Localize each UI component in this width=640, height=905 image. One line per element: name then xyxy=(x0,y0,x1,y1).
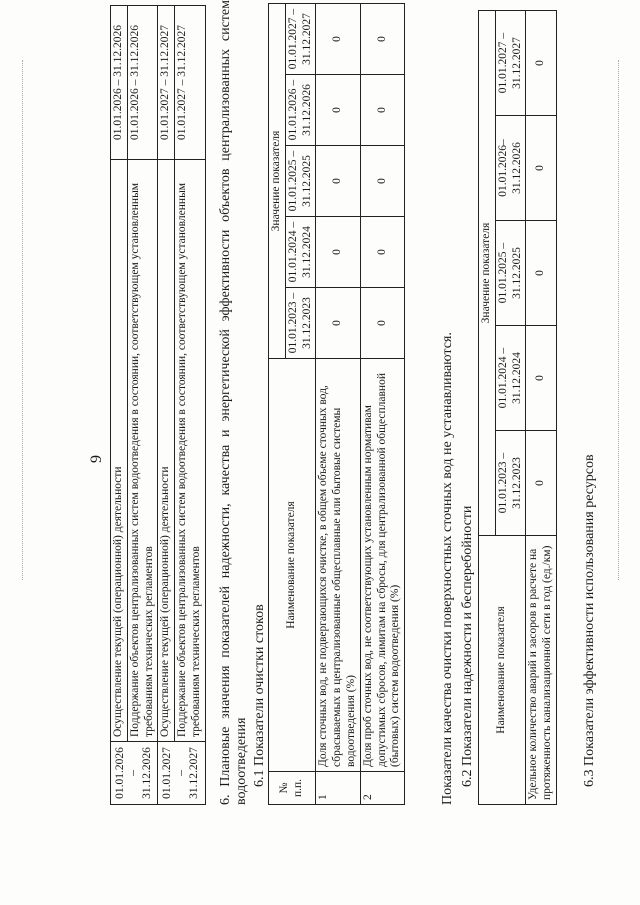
indicator-name: Доля проб сточных вод, не соответствующих установленным нормативам допустимых сбросов, лимитам на сбросы, для централизованной общесплавной (бытовых) систем водоотведения (%) xyxy=(360,359,404,772)
indicator-name: Доля сточных вод, не подвергающихся очистке, в общем объеме сточных вод, сбрасываемых в централизованные общесплавные или бытовые системы водоотведения (%) xyxy=(316,359,360,772)
col-name: Наименование показателя xyxy=(269,359,316,772)
period-header: 01.01.2025 – 31.12.2025 xyxy=(495,221,526,326)
value-cell: 0 xyxy=(360,217,404,288)
table-row xyxy=(127,6,158,805)
period-header: 01.01.2024 – 31.12.2024 xyxy=(285,217,316,288)
section-6-2-heading: 6.2 Показатели надежности и бесперебойности xyxy=(460,505,475,787)
period-header: 01.01.2026– 31.12.2026 xyxy=(495,116,526,221)
plan-continuation-table xyxy=(110,5,206,805)
value-cell: 0 xyxy=(360,288,404,359)
table-row xyxy=(158,6,175,805)
value-cell: 0 xyxy=(526,116,557,221)
table-row xyxy=(175,6,206,805)
period-header: 01.01.2026 – 31.12.2026 xyxy=(285,75,316,146)
section-6-heading: 6. Плановые значения показателей надежности, качества и энергетической эффективности объектов централизованных систем водоотведения xyxy=(218,0,249,805)
date-cell: 01.01.2027 – 31.12.2027 xyxy=(175,6,206,160)
section-6-3-heading: 6.3 Показатели эффективности использования ресурсов xyxy=(582,454,597,787)
value-cell: 0 xyxy=(360,75,404,146)
indicator-name: Удельное количество аварий и засоров в расчете на протяженность канализационной сети в год (ед./км) xyxy=(526,536,557,805)
period-header: 01.01.2025 – 31.12.2025 xyxy=(285,146,316,217)
page-number: 9 xyxy=(88,455,105,463)
period-cell: 01.01.2027 – 31.12.2027 xyxy=(158,742,205,805)
period-header: 01.01.2024 – 31.12.2024 xyxy=(495,326,526,431)
activity-cell: Осуществление текущей (операционной) деятельности xyxy=(111,160,128,742)
date-cell: 01.01.2026 – 31.12.2026 xyxy=(127,6,158,160)
period-header: 01.01.2023 – 31.12.2023 xyxy=(495,431,526,536)
value-cell: 0 xyxy=(360,4,404,75)
section-6-1-heading: 6.1 Показатели очистки стоков xyxy=(252,604,267,787)
col-name: Наименование показателя xyxy=(479,536,526,805)
table-row xyxy=(360,4,404,805)
row-num: 1 xyxy=(316,772,360,805)
period-header: 01.01.2027 – 31.12.2027 xyxy=(285,4,316,75)
date-cell: 01.01.2027 – 31.12.2027 xyxy=(158,6,175,160)
value-cell: 0 xyxy=(316,75,360,146)
table-header-row xyxy=(479,11,496,805)
value-cell: 0 xyxy=(526,11,557,116)
period-header: 01.01.2027 – 31.12.2027 xyxy=(495,11,526,116)
date-cell: 01.01.2026 – 31.12.2026 xyxy=(111,6,128,160)
value-cell: 0 xyxy=(316,288,360,359)
table-header-row xyxy=(269,4,286,805)
period-cell: 01.01.2026 – 31.12.2026 xyxy=(111,742,158,805)
col-values: Значение показателя xyxy=(479,11,496,536)
value-cell: 0 xyxy=(316,146,360,217)
row-num: 2 xyxy=(360,772,404,805)
reliability-table xyxy=(478,10,557,805)
table-row xyxy=(111,6,128,805)
table-row xyxy=(526,11,557,805)
period-header: 01.01.2023 – 31.12.2023 xyxy=(285,288,316,359)
wastewater-treatment-table xyxy=(268,3,405,805)
activity-cell: Осуществление текущей (операционной) деятельности xyxy=(158,160,175,742)
col-values: Значение показателя xyxy=(269,4,286,359)
activity-cell: Поддержание объектов централизованных систем водоотведения в состоянии, соответствующем установленным требованиям технических регламентов xyxy=(127,160,158,742)
value-cell: 0 xyxy=(526,326,557,431)
surface-water-note: Показатели качества очистки поверхностных сточных вод не устанавливаются. xyxy=(440,332,455,805)
table-row xyxy=(316,4,360,805)
value-cell: 0 xyxy=(316,4,360,75)
value-cell: 0 xyxy=(316,217,360,288)
value-cell: 0 xyxy=(526,431,557,536)
value-cell: 0 xyxy=(360,146,404,217)
activity-cell: Поддержание объектов централизованных систем водоотведения в состоянии, соответствующем установленным требованиям технических регламентов xyxy=(175,160,206,742)
value-cell: 0 xyxy=(526,221,557,326)
col-num: № п.п. xyxy=(269,772,316,805)
